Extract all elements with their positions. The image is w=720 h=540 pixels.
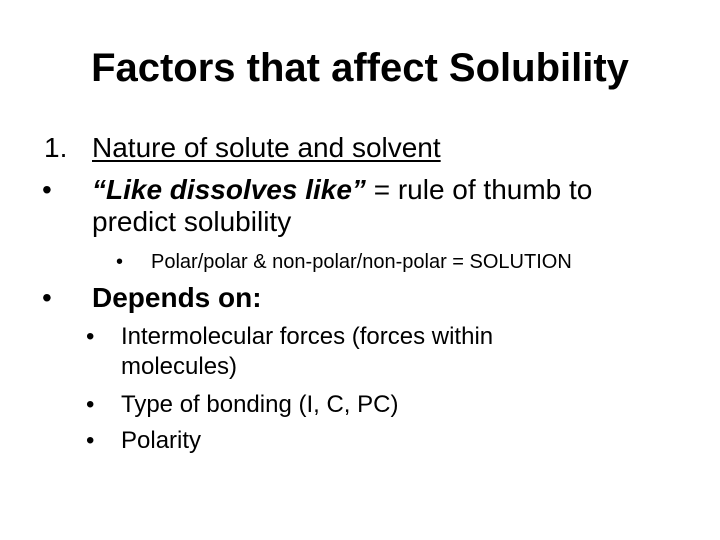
bullet-marker: • (42, 282, 52, 313)
depends-on-text: Depends on: (92, 282, 262, 313)
list-item-line2: molecules) (121, 353, 238, 380)
like-dissolves-like-emphasis: “Like dissolves like” (92, 174, 366, 205)
sub-bullet-marker: • (116, 251, 124, 273)
bullet-marker: • (42, 174, 52, 205)
heading-text: Nature of solute and solvent (92, 132, 441, 163)
list-item-line1: Type of bonding (I, C, PC) (121, 391, 399, 418)
sub-bullet-marker: • (86, 391, 95, 418)
list-item-line1: Intermolecular forces (forces within (121, 323, 494, 350)
rule-of-thumb-text: = rule of thumb to (365, 174, 593, 205)
sub-bullet-marker: • (86, 427, 95, 454)
heading-number: 1. (44, 132, 68, 163)
slide-title: Factors that affect Solubility (91, 46, 629, 90)
list-item-line1: Polarity (121, 427, 202, 454)
sub-bullet-marker: • (86, 323, 95, 350)
bullet-like-line1 (92, 174, 592, 206)
sub-bullet-polar-text: Polar/polar & non-polar/non-polar = SOLUTION (151, 251, 572, 273)
bullet-like-line2: predict solubility (92, 206, 292, 237)
